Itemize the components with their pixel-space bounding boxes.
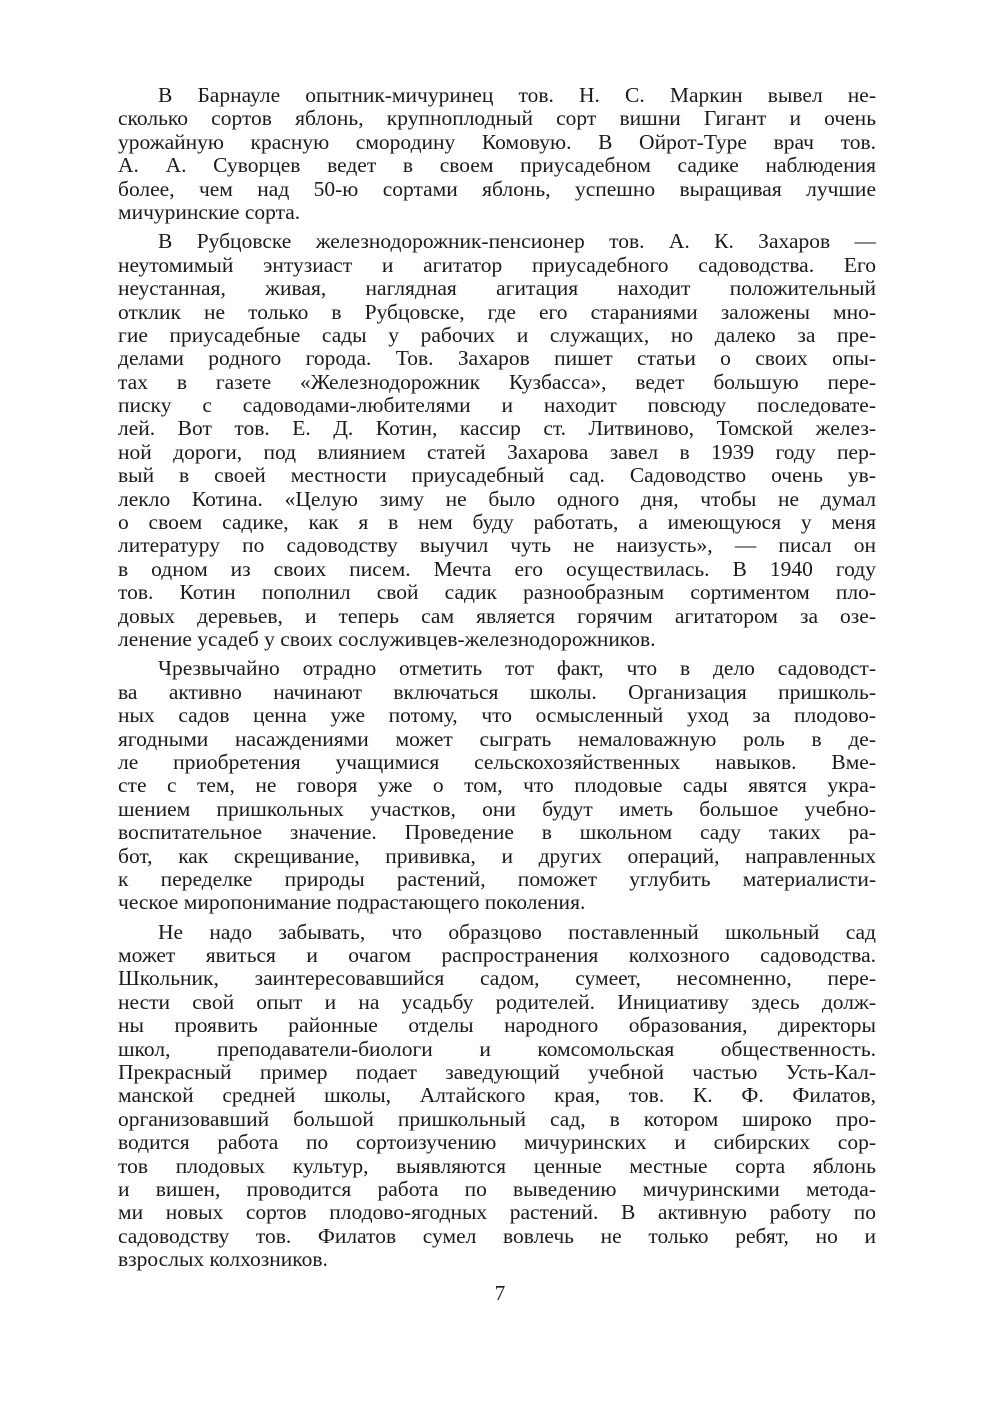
paragraph-2 [118,230,876,651]
text-line: сколько сортов яблонь, крупноплодный сорт вишни Гигант и очень [118,106,876,131]
page-body [118,84,876,1272]
text-line: ны проявить районные отделы народного образования, директоры [118,1013,876,1038]
text-line: в одном из своих писем. Мечта его осуществилась. В 1940 году [118,556,876,581]
text-line: ной дороги, под влиянием статей Захарова завел в 1939 году пер- [118,439,876,464]
text-line: ле приобретения учащимися сельскохозяйственных навыков. Вме- [118,749,876,774]
text-line: ми новых сортов плодово-ягодных растений. В активную работу по [118,1200,876,1225]
text-line: писку с садоводами-любителями и находит повсюду последовате- [118,393,876,418]
text-line: отклик не только в Рубцовске, где его стараниями заложены мно- [118,299,876,324]
text-line: ва активно начинают включаться школы. Организация пришколь- [118,679,876,704]
text-line: сте с тем, не говоря уже о том, что плодовые сады явятся укра- [118,773,876,798]
text-line: лекло Котина. «Целую зиму не было одного дня, чтобы не думал [118,486,876,511]
text-line: к переделке природы растений, поможет углубить материалисти- [118,866,876,891]
text-line: неустанная, живая, наглядная агитация находит положительный [118,276,876,301]
text-line: о своем садике, как я в нем буду работать, а имеющуюся у меня [118,510,876,535]
page-number: 7 [494,1281,506,1305]
text-line: литературу по садоводству выучил чуть не наизусть», — писал он [118,533,876,558]
text-line: воспитательное значение. Проведение в школьном саду таких ра- [118,820,876,845]
text-line: довых деревьев, и теперь сам является горячим агитатором за озе- [118,603,876,628]
text-line: мичуринские сорта. [118,199,301,224]
text-line: неутомимый энтузиаст и агитатор приусадебного садоводства. Его [118,252,876,277]
paragraph-1 [118,84,876,224]
text-line: ных садов ценна уже потому, что осмысленный уход за плодово- [118,703,876,728]
text-line: вый в своей местности приусадебный сад. Садоводство очень ув- [118,463,876,488]
text-line: В Рубцовске железнодорожник-пенсионер тов. А. К. Захаров — [158,229,876,254]
text-line: шением пришкольных участков, они будут иметь большое учебно- [118,796,876,821]
text-line: водится работа по сортоизучению мичуринских и сибирских сор- [118,1130,876,1155]
text-line: нести свой опыт и на усадьбу родителей. Инициативу здесь долж- [118,989,876,1014]
text-line: Прекрасный пример подает заведующий учебной частью Усть-Кал- [118,1060,876,1085]
text-line: садоводству тов. Филатов сумел вовлечь не только ребят, но и [118,1223,876,1248]
text-line: тов плодовых культур, выявляются ценные местные сорта яблонь [118,1153,876,1178]
text-line: ческое миропонимание подрастающего поколения. [118,890,586,915]
text-line: может явиться и очагом распространения колхозного садоводства. [118,943,876,968]
paragraph-3 [118,657,876,914]
text-line: Школьник, заинтересовавшийся садом, сумеет, несомненно, пере- [118,966,876,991]
text-line: лей. Вот тов. Е. Д. Котин, кассир ст. Литвиново, Томской желез- [118,416,876,441]
text-line: более, чем над 50-ю сортами яблонь, успешно выращивая лучшие [118,176,876,201]
text-line: взрослых колхозников. [118,1247,328,1272]
paragraph-4 [118,921,876,1272]
text-line: бот, как скрещивание, прививка, и других операций, направленных [118,843,876,868]
text-line: Не надо забывать, что образцово поставленный школьный сад [158,919,876,944]
text-line: тов. Котин пополнил свой садик разнообразным сортиментом пло- [118,580,876,605]
text-line: А. А. Суворцев ведет в своем приусадебном садике наблюдения [118,153,876,178]
text-line: В Барнауле опытник-мичуринец тов. Н. С. Маркин вывел не- [158,83,876,107]
text-line: ягодными насаждениями может сыграть немаловажную роль в де- [118,726,876,751]
text-line: и вишен, проводится работа по выведению мичуринскими метода- [118,1176,876,1201]
text-line: гие приусадебные сады у рабочих и служащих, но далеко за пре- [118,322,876,347]
text-line: тах в газете «Железнодорожник Кузбасса», ведет большую пере- [118,369,876,394]
text-line: манской средней школы, Алтайского края, тов. К. Ф. Филатов, [118,1083,876,1108]
text-line: урожайную красную смородину Комовую. В Ойрот-Туре врач тов. [118,129,876,154]
text-line: Чрезвычайно отрадно отметить тот факт, что в дело садоводст- [158,656,876,681]
text-line: делами родного города. Тов. Захаров пишет статьи о своих опы- [118,346,876,371]
text-line: школ, преподаватели-биологи и комсомольская общественность. [118,1036,876,1061]
text-line: ленение усадеб у своих сослуживцев-железнодорожников. [118,626,656,651]
text-line: организовавший большой пришкольный сад, в котором широко про- [118,1106,876,1131]
